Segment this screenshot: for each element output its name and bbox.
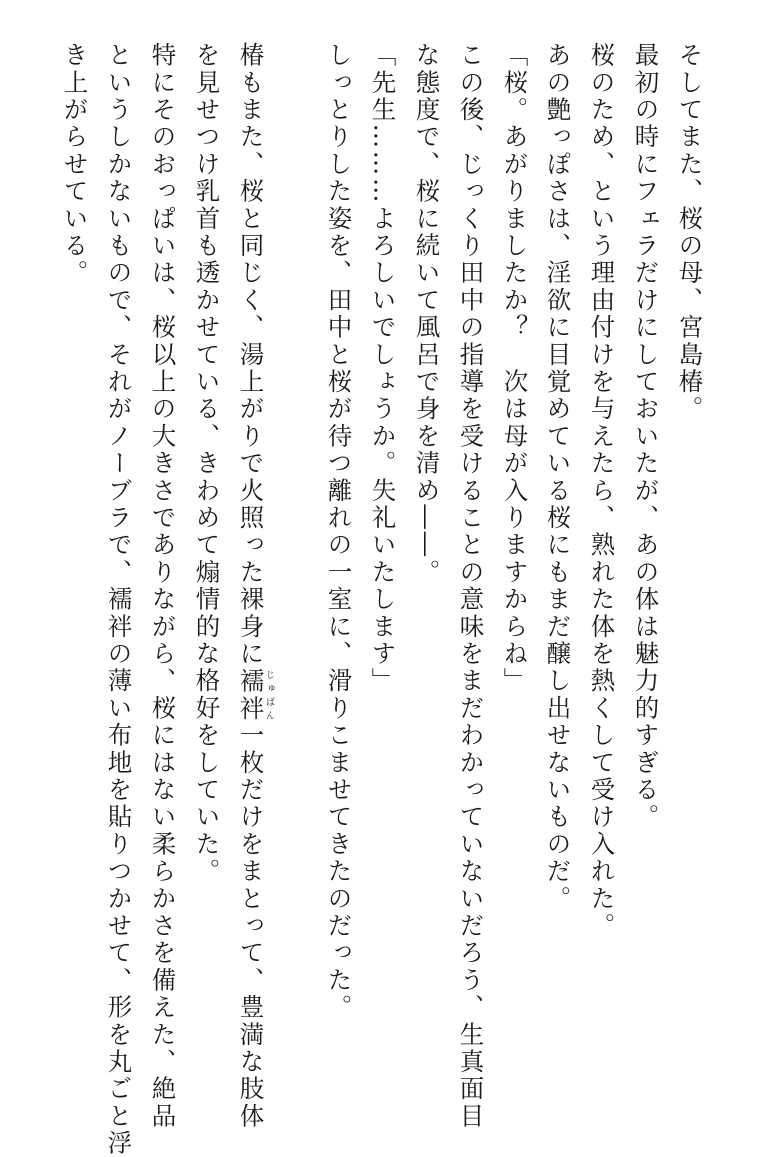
text-line-8: 「先生………よろしいでしょうか。失礼いたします」 [368, 42, 398, 695]
text-line-2: 最初の時にフェラだけにしておいたが、あの体は魅力的すぎる。 [631, 42, 661, 831]
ruby-juban [236, 667, 274, 723]
ruby-base: 襦袢 [236, 667, 266, 723]
text-line-3: 桜のため、という理由付けを与えたら、熟れた体を熱くして受け入れた。 [587, 42, 617, 940]
text-line-12: を見せつけ乳首も透かせている、きわめて煽情的な格好をしていた。 [192, 42, 222, 886]
text-line-11-before: 椿もまた、桜と同じく、湯上がりで火照った裸身に [236, 42, 266, 668]
ruby-reading: じゅばん [264, 667, 274, 723]
text-line-14: というしかないもので、それがノーブラで、襦袢の薄い布地を貼りつかせて、形を丸ごと浮 [104, 42, 134, 1157]
text-line-15: き上がらせている。 [60, 42, 90, 287]
text-line-1: そしてまた、桜の母、宮島椿。 [675, 42, 705, 423]
text-line-13: 特にそのおっぱいは、桜以上の大きさでありながら、桜にはない柔らかさを備えた、絶品 [148, 42, 178, 1130]
text-line-4: あの艶っぽさは、淫欲に目覚めている桜にもまだ醸し出せないものだ。 [543, 42, 573, 913]
text-line-11 [238, 42, 274, 1130]
text-line-11-after: 一枚だけをまとって、豊満な肢体 [236, 722, 266, 1131]
text-line-5: 「桜。あがりましたか？ 次は母が入りますからね」 [500, 42, 530, 695]
text-line-6: この後、じっくり田中の指導を受けることの意味をまだわかっていないだろう、生真面目 [456, 42, 486, 1130]
text-line-7: な態度で、桜に続いて風呂で身を清め――。 [412, 42, 442, 587]
text-line-9: しっとりした姿を、田中と桜が待つ離れの一室に、滑りこませてきたのだった。 [324, 42, 354, 1022]
